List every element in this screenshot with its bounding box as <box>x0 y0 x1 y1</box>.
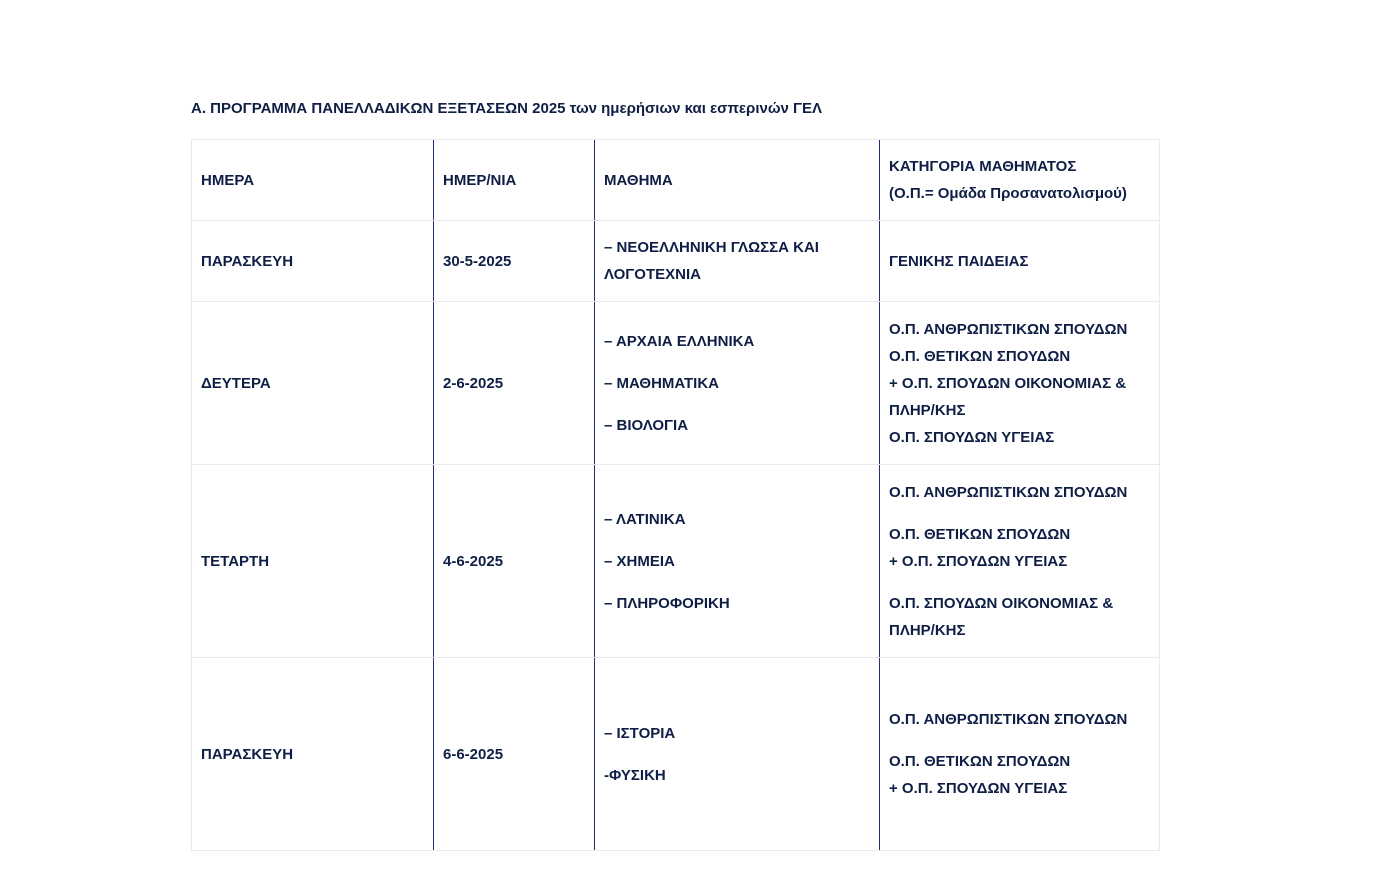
table-row <box>192 221 1160 302</box>
category-line: Ο.Π. ΑΝΘΡΩΠΙΣΤΙΚΩΝ ΣΠΟΥΔΩΝ <box>889 320 1128 338</box>
cell-date: 2-6-2025 <box>434 302 595 465</box>
category-line: Ο.Π. ΘΕΤΙΚΩΝ ΣΠΟΥΔΩΝ <box>889 753 1071 770</box>
document-title: Α. ΠΡΟΓΡΑΜΜΑ ΠΑΝΕΛΛΑΔΙΚΩΝ ΕΞΕΤΑΣΕΩΝ 2025 των ημερήσιων και εσπερινών ΓΕΛ <box>191 100 823 117</box>
subject-line: – ΒΙΟΛΟΓΙΑ <box>604 416 689 434</box>
cell-category <box>880 465 1160 658</box>
cell-date: 30-5-2025 <box>434 221 595 302</box>
cell-subject <box>595 302 880 465</box>
table-header-row <box>192 140 1160 221</box>
table-row <box>192 465 1160 658</box>
header-subject: ΜΑΘΗΜΑ <box>595 140 880 221</box>
cell-subject <box>595 465 880 658</box>
subject-line: – ΝΕΟΕΛΛΗΝΙΚΗ ΓΛΩΣΣΑ ΚΑΙ <box>604 239 819 256</box>
category-line: + Ο.Π. ΣΠΟΥΔΩΝ ΟΙΚΟΝΟΜΙΑΣ & <box>889 374 1127 392</box>
exam-schedule-table <box>191 139 1160 851</box>
subject-line: ΛΟΓΟΤΕΧΝΙΑ <box>604 266 701 283</box>
header-day: ΗΜΕΡΑ <box>192 140 434 221</box>
cell-date: 6-6-2025 <box>434 658 595 851</box>
category-line: Ο.Π. ΘΕΤΙΚΩΝ ΣΠΟΥΔΩΝ <box>889 347 1071 365</box>
cell-subject <box>595 658 880 851</box>
category-line: Ο.Π. ΣΠΟΥΔΩΝ ΥΓΕΙΑΣ <box>889 428 1055 446</box>
table-row <box>192 302 1160 465</box>
subject-line: – ΙΣΤΟΡΙΑ <box>604 724 676 742</box>
cell-day: ΠΑΡΑΣΚΕΥΗ <box>192 658 434 851</box>
subject-line: – ΧΗΜΕΙΑ <box>604 552 675 570</box>
category-line: Ο.Π. ΑΝΘΡΩΠΙΣΤΙΚΩΝ ΣΠΟΥΔΩΝ <box>889 711 1128 728</box>
cell-date: 4-6-2025 <box>434 465 595 658</box>
subject-line: – ΜΑΘΗΜΑΤΙΚΑ <box>604 374 720 392</box>
cell-category <box>880 302 1160 465</box>
subject-line: – ΛΑΤΙΝΙΚΑ <box>604 510 686 528</box>
subject-line: – ΠΛΗΡΟΦΟΡΙΚΗ <box>604 594 730 612</box>
header-category-note: (Ο.Π.= Ομάδα Προσανατολισμού) <box>889 185 1127 202</box>
category-line: Ο.Π. ΘΕΤΙΚΩΝ ΣΠΟΥΔΩΝ <box>889 525 1071 543</box>
cell-day: ΠΑΡΑΣΚΕΥΗ <box>192 221 434 302</box>
subject-line: – ΑΡΧΑΙΑ ΕΛΛΗΝΙΚΑ <box>604 332 755 350</box>
cell-category <box>880 658 1160 851</box>
category-line: Ο.Π. ΣΠΟΥΔΩΝ ΟΙΚΟΝΟΜΙΑΣ & <box>889 594 1114 612</box>
cell-day: ΔΕΥΤΕΡΑ <box>192 302 434 465</box>
category-line: ΠΛΗΡ/ΚΗΣ <box>889 401 966 419</box>
cell-category <box>880 221 1160 302</box>
exam-schedule-table-container <box>191 139 1159 797</box>
category-line: ΓΕΝΙΚΗΣ ΠΑΙΔΕΙΑΣ <box>889 252 1029 270</box>
header-category <box>880 140 1160 221</box>
category-line: + Ο.Π. ΣΠΟΥΔΩΝ ΥΓΕΙΑΣ <box>889 552 1068 570</box>
category-line: ΠΛΗΡ/ΚΗΣ <box>889 621 966 639</box>
cell-day: ΤΕΤΑΡΤΗ <box>192 465 434 658</box>
header-date: ΗΜΕΡ/ΝΙΑ <box>434 140 595 221</box>
category-line: Ο.Π. ΑΝΘΡΩΠΙΣΤΙΚΩΝ ΣΠΟΥΔΩΝ <box>889 483 1128 501</box>
category-line: + Ο.Π. ΣΠΟΥΔΩΝ ΥΓΕΙΑΣ <box>889 780 1068 797</box>
header-category-title: ΚΑΤΗΓΟΡΙΑ ΜΑΘΗΜΑΤΟΣ <box>889 158 1077 175</box>
document <box>191 98 1159 797</box>
table-row <box>192 658 1160 851</box>
cell-subject <box>595 221 880 302</box>
subject-line: -ΦΥΣΙΚΗ <box>604 766 666 784</box>
